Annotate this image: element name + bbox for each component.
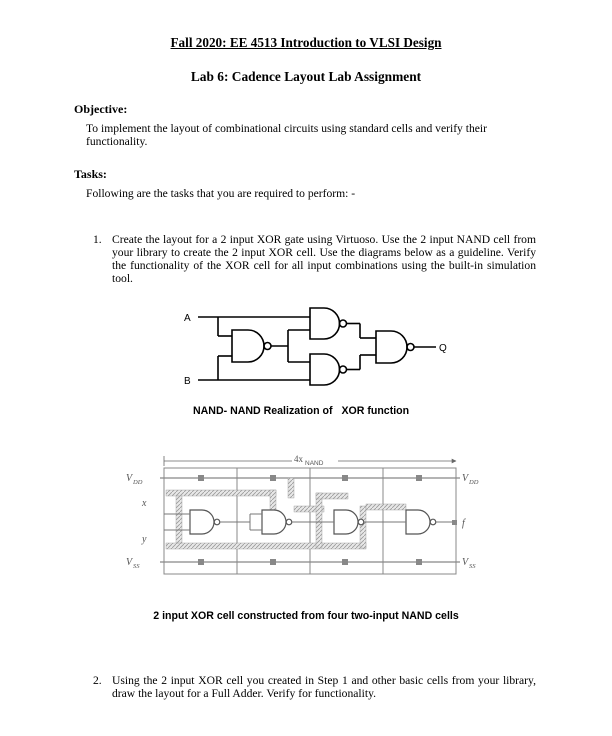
output-q-label: Q [439, 343, 447, 354]
task-number: 1. [93, 233, 102, 246]
input-a-label: A [184, 313, 191, 324]
vss-label-right: V [462, 557, 469, 568]
task-item-2 [93, 674, 536, 704]
task-item-1 [93, 233, 536, 289]
input-b-label: B [184, 376, 191, 387]
figure2-caption: 2 input XOR cell constructed from four two-input NAND cells [153, 610, 459, 622]
xor-cell-layout [120, 448, 500, 580]
output-f-label: f [462, 518, 465, 529]
figure1-caption-part2: XOR function [341, 405, 410, 417]
input-x-label: x [142, 498, 147, 509]
vdd-label-right: V [462, 473, 469, 484]
objective-heading: Objective: [74, 102, 128, 116]
lab-title: Lab 6: Cadence Layout Lab Assignment [190, 69, 422, 84]
vss-sub-label-right: SS [469, 563, 476, 570]
tasks-heading: Tasks: [74, 167, 107, 181]
objective-text: To implement the layout of combinational circuits using standard cells and verify their functionality. [86, 122, 487, 148]
figure1-caption-part1: NAND- NAND Realization of [193, 405, 333, 417]
vss-sub-label-left: SS [133, 563, 140, 570]
course-title: Fall 2020: EE 4513 Introduction to VLSI Design [170, 35, 442, 50]
figure1-caption [193, 405, 409, 417]
task-text: Create the layout for a 2 input XOR gate using Virtuoso. Use the 2 input NAND cell from your library to create the 2 input XOR cell. Use the diagrams below as a guideline. Verify the functionality of the XOR cell for all input combinations using the built-in simulation tool. [112, 233, 536, 285]
vdd-sub-label-left: DD [133, 479, 143, 486]
vdd-sub-label-right: DD [469, 479, 479, 486]
tasks-intro: Following are the tasks that you are required to perform: - [86, 187, 356, 200]
task-text: Using the 2 input XOR cell you created in Step 1 and other basic cells from your library, draw the layout for a Full Adder. Verify for functionality. [112, 674, 536, 700]
width-label: 4x [294, 454, 303, 464]
vss-label-left: V [126, 557, 133, 568]
width-sub-label: NAND [305, 460, 324, 467]
task-number: 2. [93, 674, 102, 687]
xor-gate-schematic [170, 300, 460, 400]
vdd-label-left: V [126, 473, 133, 484]
input-y-label: y [142, 534, 147, 545]
